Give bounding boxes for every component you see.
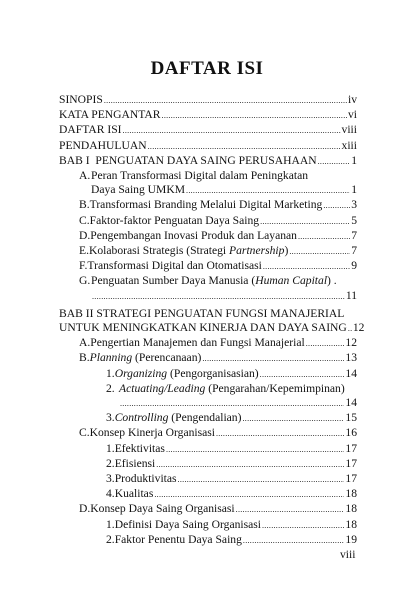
dot-leader [216, 426, 344, 441]
toc-item-number: 1. [106, 517, 115, 531]
toc-page-number: xiii [341, 138, 357, 152]
dot-leader [260, 214, 350, 229]
toc-entry-2b2[interactable] [59, 382, 357, 411]
toc-label-line1: BAB II STRATEGI PENGUATAN FUNGSI MANAJERIAL [59, 306, 345, 320]
dot-leader [242, 411, 344, 426]
toc-page-number: 12 [345, 336, 357, 350]
dot-leader [92, 289, 345, 304]
toc-item-number: B. [79, 351, 90, 365]
dot-leader [318, 154, 351, 169]
toc-entry-1f[interactable] [59, 259, 357, 274]
toc-item-number: 3. [106, 411, 115, 425]
toc-label: KATA PENGANTAR [59, 108, 161, 122]
toc-item-number: A. [79, 169, 91, 183]
toc-label: Produktivitas [114, 472, 177, 486]
toc-label-text: (Pengorganisasian) [167, 366, 259, 380]
toc-entry-2b1[interactable] [59, 367, 357, 382]
toc-item-number: 1. [106, 441, 115, 455]
dot-leader [186, 183, 350, 198]
toc-label: Pengembangan Inovasi Produk dan Layanan [90, 228, 297, 242]
dot-leader [148, 139, 341, 154]
toc-page-number: viii [341, 123, 357, 137]
toc-label-text: (Perencanaan) [132, 351, 202, 365]
dot-leader [236, 502, 345, 517]
dot-leader [178, 472, 345, 487]
toc-label-italic: Controlling [114, 411, 169, 425]
toc-label [115, 367, 259, 381]
toc-label: Transformasi Digital dan Otomatisasi [87, 259, 262, 273]
page-title: DAFTAR ISI [150, 58, 264, 79]
toc-label-italic: Actuating/Leading [119, 381, 206, 395]
toc-label: Faktor-faktor Penguatan Daya Saing [89, 213, 260, 227]
toc-item-number: C. [79, 426, 90, 440]
toc-label: Definisi Daya Saing Organisasi [114, 517, 261, 531]
dot-leader [123, 123, 341, 138]
toc-page-number: 12 [352, 321, 365, 335]
toc-page-number: 17 [345, 472, 357, 486]
table-of-contents [59, 93, 365, 548]
toc-label [89, 244, 288, 258]
toc-entry-sinopis[interactable] [59, 93, 357, 108]
toc-entry-bab-1[interactable] [59, 154, 357, 169]
toc-label-italic: Planning [89, 351, 133, 365]
toc-page-number: 7 [351, 228, 357, 242]
toc-label: Efektivitas [114, 441, 165, 455]
toc-entry-2c4[interactable] [59, 487, 357, 502]
toc-entry-daftar-isi[interactable] [59, 123, 357, 138]
toc-page-number: vi [347, 108, 357, 122]
toc-label-text: ) [284, 244, 289, 258]
toc-item-number: D. [79, 502, 91, 516]
dot-leader [260, 367, 345, 382]
toc-label-line2: UNTUK MENINGKATKAN KINERJA DAN DAYA SAING [59, 321, 347, 335]
dot-leader [162, 108, 347, 123]
toc-label-line2: Daya Saing UMKM [91, 183, 186, 197]
toc-page-number: 14 [345, 366, 357, 380]
dot-leader [166, 442, 344, 457]
toc-page-number: 11 [345, 288, 357, 302]
toc-page-number: 14 [345, 396, 357, 410]
toc-label-italic: Organizing [114, 366, 168, 380]
toc-item-number: F. [79, 259, 88, 273]
toc-page-number: 1 [351, 183, 357, 197]
toc-page-number: 3 [351, 198, 357, 212]
dot-leader [298, 229, 350, 244]
toc-entry-2c[interactable] [59, 426, 357, 441]
toc-label-text: Penguatan Sumber Daya Manusia ( [91, 274, 256, 288]
toc-page-number: 13 [345, 351, 357, 365]
toc-label-text: Kolaborasi Strategis (Strategi [88, 244, 230, 258]
toc-label: BAB I PENGUATAN DAYA SAING PERUSAHAAN [59, 153, 317, 167]
toc-entry-2c3[interactable] [59, 472, 357, 487]
toc-entry-2b[interactable] [59, 351, 357, 366]
toc-entry-1g[interactable] [59, 274, 357, 303]
toc-label-text: ) . [327, 274, 337, 288]
dot-leader [154, 487, 344, 502]
toc-label-text: (Pengendalian) [168, 411, 242, 425]
toc-label [90, 351, 202, 365]
toc-page-number: 5 [351, 213, 357, 227]
toc-label [91, 274, 337, 288]
toc-item-number: B. [79, 198, 90, 212]
toc-page-number: 18 [345, 502, 357, 516]
toc-page-number: 18 [345, 517, 357, 531]
toc-label: PENDAHULUAN [59, 138, 147, 152]
toc-page-number: 7 [351, 244, 357, 258]
toc-label: SINOPIS [59, 93, 103, 106]
dot-leader [202, 351, 344, 366]
toc-item-number: 2. [106, 381, 115, 395]
toc-entry-2d2[interactable] [59, 533, 357, 548]
toc-item-number: 3. [106, 472, 115, 486]
toc-entry-2c1[interactable] [59, 442, 357, 457]
toc-label-text: (Pengarahan/Kepemimpinan) [205, 381, 345, 395]
toc-entry-1a[interactable] [59, 169, 357, 198]
toc-label: Pengertian Manajemen dan Fungsi Manajerial [90, 336, 305, 350]
toc-entry-bab-2[interactable] [59, 306, 365, 336]
toc-label: Efisiensi [114, 456, 156, 470]
toc-page-number: 17 [345, 456, 357, 470]
dot-leader [263, 259, 350, 274]
toc-label-italic: Human Capital [255, 274, 328, 288]
toc-label: Faktor Penentu Daya Saing [114, 532, 242, 546]
toc-entry-2c2[interactable] [59, 457, 357, 472]
toc-page-number: 18 [345, 487, 357, 501]
toc-item-number: E. [79, 244, 89, 258]
toc-page-number: 15 [345, 411, 357, 425]
toc-page-number: 1 [351, 153, 357, 167]
dot-leader [156, 457, 344, 472]
dot-leader [323, 198, 350, 213]
toc-item-number: D. [79, 228, 91, 242]
toc-label: Kualitas [114, 487, 154, 501]
toc-entry-1b[interactable] [59, 198, 357, 213]
toc-entry-2b3[interactable] [59, 411, 357, 426]
toc-label-italic: Partnership [229, 244, 285, 258]
toc-label [119, 382, 345, 396]
dot-leader [262, 518, 344, 533]
page-folio-number: viii [340, 548, 356, 561]
toc-label: Transformasi Branding Melalui Digital Marketing [89, 198, 323, 212]
toc-page-number: 17 [345, 441, 357, 455]
toc-item-number: A. [79, 336, 91, 350]
dot-leader [289, 244, 350, 259]
toc-entry-pendahuluan[interactable] [59, 139, 357, 154]
toc-entry-1d[interactable] [59, 229, 357, 244]
toc-item-number: 2. [106, 456, 115, 470]
toc-label: DAFTAR ISI [59, 123, 122, 137]
dot-leader [104, 93, 347, 108]
dot-leader [120, 396, 344, 411]
toc-entry-2d[interactable] [59, 502, 357, 517]
toc-entry-kata-pengantar[interactable] [59, 108, 357, 123]
dot-leader [243, 533, 345, 548]
dot-leader [306, 336, 345, 351]
toc-entry-2d1[interactable] [59, 518, 357, 533]
toc-label-line1: Peran Transformasi Digital dalam Peningkatan [91, 169, 309, 183]
toc-entry-2a[interactable] [59, 336, 357, 351]
toc-item-number: G. [79, 274, 91, 288]
toc-page-number: 19 [345, 532, 357, 546]
toc-page-number: 9 [351, 259, 357, 273]
toc-item-number: C. [79, 213, 90, 227]
toc-entry-1e[interactable] [59, 244, 357, 259]
toc-label: Konsep Daya Saing Organisasi [90, 502, 235, 516]
toc-entry-1c[interactable] [59, 214, 357, 229]
toc-label [115, 411, 242, 425]
toc-page-number: 16 [345, 426, 357, 440]
toc-label: Konsep Kinerja Organisasi [89, 426, 215, 440]
toc-item-number: 1. [106, 366, 115, 380]
toc-item-number: 2. [106, 532, 115, 546]
toc-page-number: iv [347, 93, 357, 106]
toc-item-number: 4. [106, 487, 115, 501]
dot-leader [348, 321, 352, 336]
